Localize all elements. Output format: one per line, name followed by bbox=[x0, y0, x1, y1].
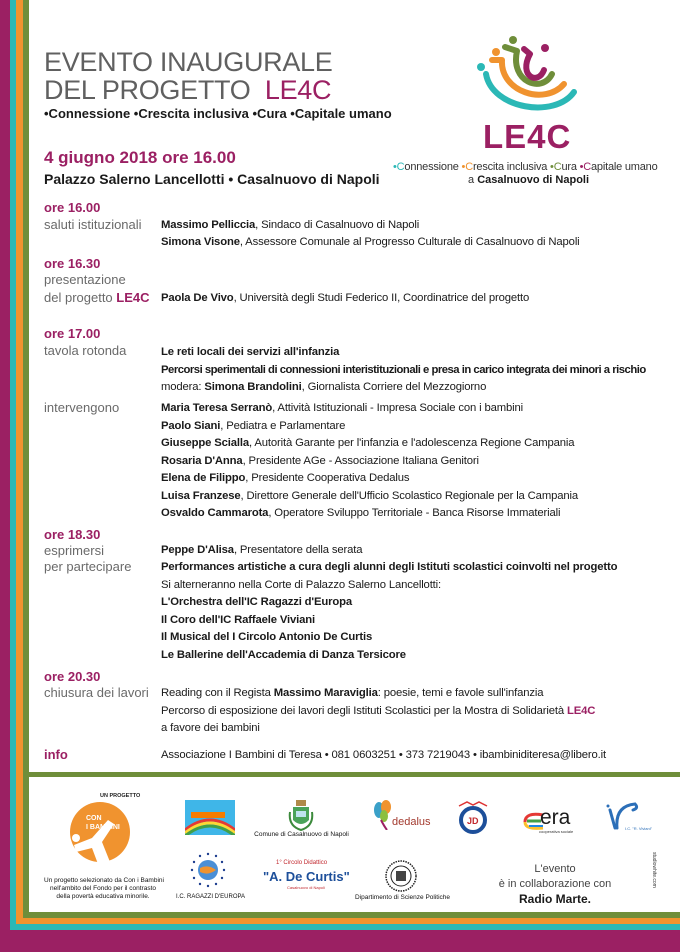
speaker-name: Paola De Vivo bbox=[161, 292, 234, 304]
title-prefix: DEL PROGETTO bbox=[44, 75, 251, 105]
time-1600: ore 16.00 bbox=[44, 200, 101, 215]
title-brand: LE4C bbox=[264, 75, 332, 105]
collab-partner: Radio Marte. bbox=[518, 892, 591, 906]
time-1700: ore 17.00 bbox=[44, 326, 101, 341]
cib-arc-text: UN PROGETTO bbox=[100, 793, 141, 799]
rainbow-school-logo-icon bbox=[185, 800, 235, 835]
event-date: 4 giugno 2018 ore 16.00 bbox=[44, 148, 236, 167]
closing-line-1 bbox=[161, 687, 543, 699]
host-role: , Presentatore della serata bbox=[233, 544, 363, 556]
comune-crest-icon bbox=[288, 800, 314, 832]
decurtis-name: "A. De Curtis" bbox=[263, 869, 350, 884]
moderator-name: Simona Brandolini bbox=[204, 381, 302, 393]
le4c-logo-icon bbox=[470, 34, 580, 124]
label-del-progetto bbox=[44, 290, 150, 305]
speaker-name: Massimo Pelliccia bbox=[161, 219, 256, 231]
tag-bullet: • bbox=[461, 161, 466, 173]
label-text: del progetto bbox=[44, 290, 113, 305]
tag-word: ura bbox=[561, 161, 580, 173]
dedalus-logo-icon bbox=[372, 800, 394, 830]
time-1630: ore 16.30 bbox=[44, 256, 101, 271]
act-item: Il Coro dell'IC Raffaele Viviani bbox=[161, 614, 315, 626]
frame-bottom-green bbox=[23, 912, 680, 918]
tag-bullet: • bbox=[393, 161, 397, 173]
performances-intro: Si alterneranno nella Corte di Palazzo Salerno Lancellotti: bbox=[161, 579, 442, 591]
cib-caption-line: nell'ambito del Fondo per il contrasto bbox=[49, 885, 157, 892]
speaker-line bbox=[161, 490, 578, 502]
closing-brand: LE4C bbox=[566, 705, 596, 717]
label-tavola-rotonda: tavola rotonda bbox=[44, 343, 127, 358]
speaker-name: Rosaria D'Anna bbox=[161, 455, 243, 467]
info-label: info bbox=[44, 747, 68, 762]
label-presentazione: presentazione bbox=[44, 272, 126, 287]
speaker-name: Osvaldo Cammarota bbox=[161, 507, 269, 519]
moderator-line bbox=[161, 381, 486, 393]
cib-caption-line: della povertà educativa minorile. bbox=[56, 893, 150, 900]
tag-initial: C bbox=[583, 161, 592, 173]
tag-word: onnessione bbox=[404, 161, 462, 173]
info-contacts: Associazione I Bambini di Teresa • 081 0603251 • 373 7219043 • ibambiniditeresa@libero.it bbox=[161, 749, 606, 761]
speaker-line bbox=[161, 472, 409, 484]
host-line bbox=[161, 544, 362, 556]
closing-prefix: Reading con il Regista bbox=[161, 687, 271, 699]
subtitle: •Connessione •Crescita inclusiva •Cura •Capitale umano bbox=[44, 106, 392, 121]
speaker-name: Giuseppe Scialla bbox=[161, 437, 250, 449]
cib-caption-line: Un progetto selezionato da Con i Bambini bbox=[44, 877, 164, 884]
speaker-role: , Pediatra e Parlamentare bbox=[220, 420, 346, 432]
roundtable-topic: Le reti locali dei servizi all'infanzia bbox=[161, 346, 340, 358]
speaker-role: , Assessore Comunale al Progresso Culturale di Casalnuovo di Napoli bbox=[239, 236, 580, 248]
speaker-name: Luisa Franzese bbox=[161, 490, 241, 502]
tag-initial: C bbox=[465, 161, 473, 173]
dipartimento-caption: Dipartimento di Scienze Politiche bbox=[355, 894, 451, 901]
footer-divider bbox=[23, 772, 680, 777]
era-wordmark: era bbox=[540, 806, 571, 829]
logo-wordmark: LE4C bbox=[483, 118, 572, 155]
frame-stripe-orange bbox=[16, 0, 23, 924]
frame-bottom-orange bbox=[16, 918, 680, 924]
tag-initial: C bbox=[553, 161, 562, 173]
collaboration-note bbox=[490, 862, 620, 908]
speaker-role: , Autorità Garante per l'infanzia e l'adolescenza Regione Campania bbox=[249, 437, 575, 449]
speaker-role: , Presidente AGe - Associazione Italiana Genitori bbox=[242, 455, 479, 467]
label-intervengono: intervengono bbox=[44, 400, 120, 415]
label-brand: LE4C bbox=[116, 290, 150, 305]
cib-caption bbox=[44, 877, 162, 901]
speaker-line bbox=[161, 219, 419, 231]
tag-bullet: • bbox=[579, 161, 584, 173]
speaker-line bbox=[161, 420, 345, 432]
ragazzi-caption: I.C. RAGAZZI D'EUROPA bbox=[176, 894, 246, 900]
speaker-name: Elena de Filippo bbox=[161, 472, 246, 484]
label-chiusura: chiusura dei lavori bbox=[44, 685, 149, 700]
cib-name2: I BAMBINI bbox=[86, 824, 120, 831]
speaker-name: Paolo Siani bbox=[161, 420, 221, 432]
university-seal-icon bbox=[385, 860, 417, 892]
tag-bullet: • bbox=[550, 161, 554, 173]
speaker-line bbox=[161, 236, 580, 248]
vertical-credit: studiowhite.com bbox=[651, 852, 657, 888]
svg-text:JD: JD bbox=[467, 816, 479, 826]
act-item: L'Orchestra dell'IC Ragazzi d'Europa bbox=[161, 596, 352, 608]
speaker-role: , Direttore Generale dell'Ufficio Scolastico Regionale per la Campania bbox=[240, 490, 578, 502]
speaker-line bbox=[161, 292, 529, 304]
speaker-line bbox=[161, 455, 479, 467]
dedalus-wordmark: dedalus bbox=[392, 816, 431, 828]
era-caption: cooperativa sociale bbox=[539, 829, 574, 834]
title-line-2 bbox=[44, 75, 331, 105]
moderator-prefix: modera: bbox=[161, 381, 202, 393]
cib-name1: CON bbox=[86, 815, 102, 822]
closing-rest: : poesie, temi e favole sull'infanzia bbox=[377, 687, 544, 699]
speaker-role: , Sindaco di Casalnuovo di Napoli bbox=[255, 219, 420, 231]
tag-initial: C bbox=[396, 161, 405, 173]
speaker-line bbox=[161, 402, 523, 414]
closing-name: Massimo Maraviglia bbox=[273, 687, 378, 699]
label-esprimersi: esprimersi bbox=[44, 543, 104, 558]
closing-line-2 bbox=[161, 705, 595, 717]
logo-place-name: Casalnuovo di Napoli bbox=[477, 174, 590, 186]
logo-place bbox=[468, 174, 589, 186]
moderator-role: , Giornalista Corriere del Mezzogiorno bbox=[301, 381, 487, 393]
act-item: Il Musical del I Circolo Antonio De Curtis bbox=[161, 631, 373, 643]
speaker-role: , Attività Istituzionali - Impresa Sociale con i bambini bbox=[272, 402, 523, 414]
collab-line-2: è in collaborazione con bbox=[498, 878, 612, 890]
collab-line-1: L'evento bbox=[534, 863, 576, 875]
time-2030: ore 20.30 bbox=[44, 669, 101, 684]
speaker-role: , Presidente Cooperativa Dedalus bbox=[245, 472, 410, 484]
decurtis-sub: Casalnuovo di Napoli bbox=[287, 885, 325, 890]
closing-text: Percorso di esposizione dei lavori degli Istituti Scolastici per la Mostra di Solidarietà bbox=[161, 705, 564, 717]
tag-word: apitale umano bbox=[591, 161, 658, 173]
comune-caption: Comune di Casalnuovo di Napoli bbox=[254, 831, 349, 838]
label-per-partecipare: per partecipare bbox=[44, 559, 132, 574]
decurtis-top: 1° Circolo Didattico bbox=[276, 860, 328, 866]
speaker-line bbox=[161, 507, 560, 519]
closing-line-3: a favore dei bambini bbox=[161, 722, 260, 734]
speaker-name: Maria Teresa Serranò bbox=[161, 402, 273, 414]
viviani-caption: I.C. "R. Viviani" bbox=[625, 826, 652, 831]
host-name: Peppe D'Alisa bbox=[161, 544, 234, 556]
frame-bottom-magenta bbox=[0, 930, 680, 952]
speaker-role: , Operatore Sviluppo Territoriale - Banca Risorse Immateriali bbox=[268, 507, 561, 519]
frame-bottom-teal bbox=[10, 924, 680, 930]
speaker-role: , Università degli Studi Federico II, Coordinatrice del progetto bbox=[233, 292, 530, 304]
con-i-bambini-logo-icon bbox=[62, 790, 142, 870]
ragazzi-europa-logo-icon bbox=[190, 852, 226, 888]
frame-stripe-magenta bbox=[0, 0, 10, 952]
roundtable-subtopic: Percorsi sperimentali di connessioni interistituzionali e presa in carico integrata dei minori a rischio bbox=[161, 364, 646, 376]
performances-line: Performances artistiche a cura degli alunni degli Istituti scolastici coinvolti nel progetto bbox=[161, 561, 618, 573]
logo-place-prefix: a bbox=[468, 174, 475, 186]
time-1830: ore 18.30 bbox=[44, 527, 101, 542]
tag-word: rescita inclusiva bbox=[472, 161, 551, 173]
logo-tagline bbox=[393, 161, 658, 173]
speaker-line bbox=[161, 437, 574, 449]
speaker-name: Simona Visone bbox=[161, 236, 240, 248]
school-circle-logo-icon bbox=[455, 800, 491, 836]
act-item: Le Ballerine dell'Accademia di Danza Tersicore bbox=[161, 649, 406, 661]
title-line-1: EVENTO INAUGURALE bbox=[44, 47, 333, 77]
frame-stripe-green bbox=[23, 0, 29, 918]
event-place: Palazzo Salerno Lancellotti • Casalnuovo di Napoli bbox=[44, 171, 380, 187]
label-saluti: saluti istituzionali bbox=[44, 217, 142, 232]
